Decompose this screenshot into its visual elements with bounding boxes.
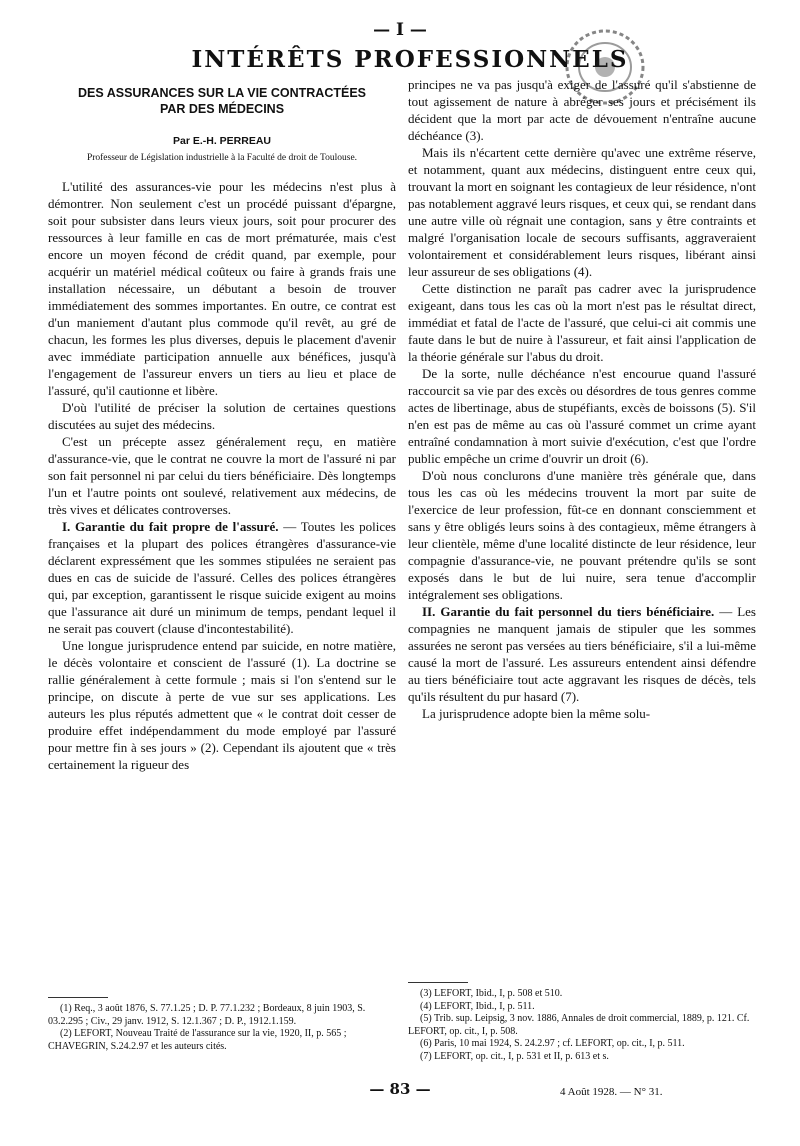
section-title: INTÉRÊTS PROFESSIONNELS [191, 46, 629, 73]
footnote-divider [48, 997, 108, 998]
footnote: (6) Paris, 10 mai 1924, S. 24.2.97 ; cf. LEFORT, op. cit., I, p. 511. [420, 1038, 685, 1049]
footnotes-right [408, 988, 756, 1063]
footer-page-number: — 83 — [369, 1080, 431, 1098]
paragraph: Une longue jurisprudence entend par suicide, en notre matière, le décès volontaire et conscient de l'assuré (1). La doctrine se rallie généralement à cette formule ; mais si l'on s'entend sur le principe, on discute à perte de vue sur ses applications. Les auteurs les plus réputés admettent que « le contrat doit cesser de produire effet indépendamment du mode employé par l'assuré pour mettre fin à ses jours » (2). Cependant ils ajoutent que « très certainement la rigueur des [48, 638, 396, 772]
footnote: (4) LEFORT, Ibid., I, p. 511. [420, 1000, 535, 1012]
paragraph: C'est un précepte assez généralement reçu, en matière d'assurance-vie, que le contrat ne couvre la mort de l'assuré ni par son fait personnel ni par celui du tiers bénéficiaire. Dès longtemps l'un et l'autre points ont soulevé, relativement aux médecins, de très vives et délicates controverses. [48, 434, 396, 517]
paragraph: De la sorte, nulle déchéance n'est encourue quand l'assuré raccourcit sa vie par des excès ou désordres de tous genres comme actes de libertinage, abus de stupéfiants, excès de boissons (5). S'il n'en est pas de même au cas où l'assuré commet un crime ayant entraîné condamnation à mort suivie d'exécution, c'est que l'ordre public empêche un crime d'ouvrir un droit (6). [408, 366, 756, 466]
paragraph: Cette distinction ne paraît pas cadrer avec la jurisprudence exigeant, dans tous les cas où la mort n'est pas le résultat direct, immédiat et fatal de l'acte de l'assuré, que celui-ci ait commis une faute dans le but de nuire à l'assureur, et fait ainsi l'application de la théorie générale sur l'abus du droit. [408, 281, 756, 364]
paragraph: Mais ils n'écartent cette dernière qu'avec une extrême réserve, et notamment, quant aux médecins, distinguent entre ceux qui, trouvant la mort en soignant les contagieux de leur résidence, n'ont pas notablement aggravé leurs risques, et ceux qui, se rendant dans une autre ville où régnait une contagion, sans y être contraints et malgré l'organisation locale de secours suffisants, aggraveraient volontairement et considérablement leurs risques, libérant ainsi leur assureur de ses obligations (4). [408, 145, 756, 279]
article-title-line-1: DES ASSURANCES SUR LA VIE CONTRACTÉES [78, 86, 366, 100]
footnote: (1) Req., 3 août 1876, S. 77.1.25 ; D. P. 77.1.232 ; Bordeaux, 8 juin 1903, S. 03.2.295 ; Civ., 29 janv. 1912, S. 12.1.367 ; D. P., 1912.1.159. [48, 1003, 366, 1027]
section-1-paragraph [48, 518, 396, 637]
top-page-number: — I — [373, 20, 427, 40]
article-title-line-2: PAR DES MÉDECINS [159, 102, 285, 116]
section-1-heading: I. Garantie du fait propre de l'assuré. [62, 519, 279, 534]
left-column [48, 85, 396, 773]
paragraph: D'où nous conclurons d'une manière très générale que, dans tous les cas où les médecins trouvent la mort par suite de l'exercice de leur profession, fût-ce en donnant consciemment et sans y être obligés leurs soins à des contagieux, même étrangers à leur clientèle, même d'une localité distincte de leur résidence, leur compagnie d'assurance-vie, ne pouvant prétendre qu'ils se sont exposés dans le but de lui nuire, sera tenue d'accomplir intégralement ses obligations. [408, 468, 756, 602]
author-affiliation: Professeur de Législation industrielle à la Faculté de droit de Toulouse. [86, 153, 358, 163]
paragraph: L'utilité des assurances-vie pour les médecins n'est plus à démontrer. Non seulement c'est un procédé puissant d'épargne, soit pour subsister dans leurs vieux jours, soit pour procurer des ressources à leur famille en cas de mort prématurée, mais c'est encore un moyen fécond de crédit quand, par exemple, pour acquérir un matériel médical coûteux ou faire à grands frais une installation nécessaire, un débutant a besoin de trouver immédiatement des sommes importantes. En outre, ce contrat est d'un maniement d'autant plus commode qu'il revêt, au gré de chacun, les formes les plus diverses, depuis le placement d'avenir avec immédiate participation annuelle aux bénéfices, jusqu'à l'engagement de l'assureur envers un tiers au lieu et place de l'assuré, qu'il cautionne et libère. [48, 179, 396, 398]
paragraph: La jurisprudence adopte bien la même solu- [422, 706, 651, 721]
section-2-paragraph [408, 603, 756, 705]
footnote: (5) Trib. sup. Leipsig, 3 nov. 1886, Annales de droit commercial, 1889, p. 121. Cf. LEFORT, op. cit., I, p. 508. [408, 1013, 750, 1037]
paragraph: principes ne va pas jusqu'à exiger de l'assuré qu'il s'abstienne de tout agissement de nature à abréger ses jours et précisément ils décident que la mort par acte de dévouement n'entraîne aucune déchéance (3). [408, 77, 756, 143]
right-column [408, 76, 756, 722]
paragraph: D'où l'utilité de préciser la solution de certaines questions discutées au sujet des médecins. [48, 400, 396, 432]
footnote: (3) LEFORT, Ibid., I, p. 508 et 510. [420, 988, 563, 999]
footer-date-issue: 4 Août 1928. — N° 31. [560, 1086, 663, 1098]
section-1-text: — Toutes les polices françaises et la plupart des polices étrangères d'assurance-vie déclarent expressément que les sommes stipulées ne seraient pas dues en cas de suicide de l'assuré. Celles des polices étrangères qui, par exception, garantissent le risque suicide exigent au moins que l'assurance ait duré un minimum de temps, pendant lequel il ne serait pas couvert (clause d'incontestabilité). [48, 519, 396, 636]
section-2-heading: II. Garantie du fait personnel du tiers bénéficiaire. [422, 604, 715, 619]
section-2-text: — Les compagnies ne manquent jamais de stipuler que les sommes assurées ne seront pas versées au tiers bénéficiaire, s'il a lui-même causé la mort de l'assuré. Les assureurs entendent ainsi défendre au tiers bénéficiaire tout acte aggravant les risques de décès, tels qu'ils résultent du pur hasard (7). [408, 604, 756, 704]
left-body [48, 178, 396, 773]
footnote: (7) LEFORT, op. cit., I, p. 531 et II, p. 613 et s. [420, 1050, 609, 1062]
footnote: (2) LEFORT, Nouveau Traité de l'assurance sur la vie, 1920, II, p. 565 ; CHAVEGRIN, S.24.2.97 et les auteurs cités. [48, 1028, 347, 1052]
footnote-divider [408, 982, 468, 983]
footnotes-left [48, 1003, 396, 1053]
article-byline: Par E.-H. PERREAU [172, 135, 272, 147]
